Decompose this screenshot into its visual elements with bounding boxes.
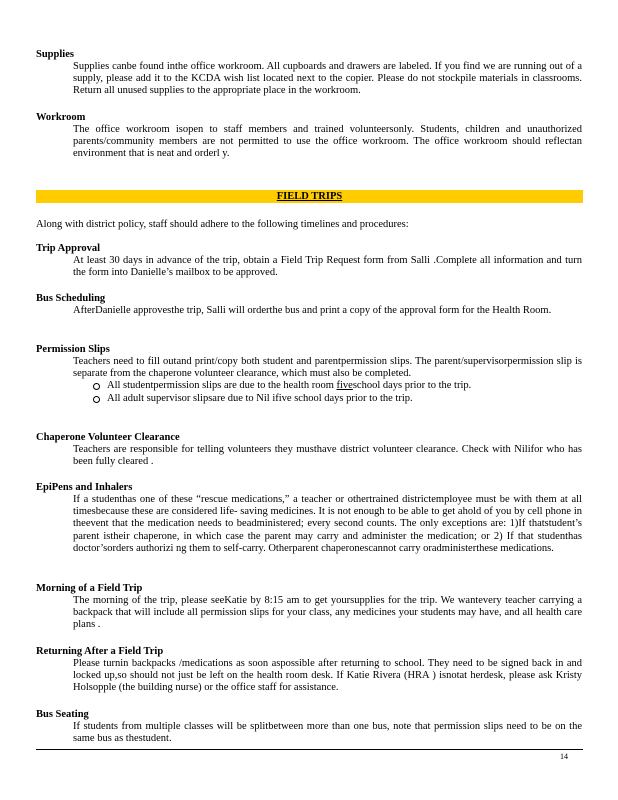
returning-heading: Returning After a Field Trip bbox=[36, 646, 164, 657]
permission-slips-body: Teachers need to fill outand print/copy both student and parentpermission slips. The parent/supervisorpermission slip is separate from the chaperone volunteer clearance, which must also be completed. bbox=[73, 356, 582, 380]
morning-body: The morning of the trip, please seeKatie by 8:15 am to get yoursupplies for the trip. We wantevery teacher carrying a backpack that will include all permission slips for your class, any medicines your students may have, and all health care plans . bbox=[73, 595, 582, 631]
bus-scheduling-heading: Bus Scheduling bbox=[36, 293, 106, 304]
chaperone-body: Teachers are responsible for telling volunteers they musthave district volunteer clearance. Check with Nilifor who has been fully cleared . bbox=[73, 444, 582, 468]
epipens-heading: EpiPens and Inhalers bbox=[36, 482, 133, 493]
trip-approval-section bbox=[36, 242, 582, 279]
list-item bbox=[93, 393, 582, 405]
field-trips-intro: Along with district policy, staff should adhere to the following timelines and procedures: bbox=[36, 219, 409, 230]
bus-seating-section bbox=[36, 708, 582, 745]
field-trips-title: FIELD TRIPS bbox=[276, 191, 343, 202]
list-item bbox=[93, 380, 582, 392]
workroom-section bbox=[36, 111, 582, 161]
epipens-body: If a studenthas one of these “rescue medications,” a teacher or othertrained districtemployee must be with them at all timesbecause these are considered life- saving medicines. It is not enough to be able to get ahold of you by cell phone in theevent that the medication needs to beadministered; every second counts. The only exceptions are: 1)If thatstudent’s parent istheir chaperone, in which case the parent may carry and administer the medication; or 2) If that studenthas doctor’sorders authorizi ng them to self-carry. Otherparent chaperonescannot carry oradministerthese medications. bbox=[73, 494, 582, 554]
permission-slips-section bbox=[36, 343, 582, 405]
page-number: 14 bbox=[560, 752, 568, 761]
bullet-1-underlined: five bbox=[336, 380, 353, 392]
workroom-body: The office workroom isopen to staff members and trained volunteersonly. Students, children and unauthorized parents/community members are not permitted to use the office workroom. The office workroom should reflectan environment that is neat and orderl y. bbox=[73, 124, 582, 160]
morning-heading: Morning of a Field Trip bbox=[36, 583, 143, 594]
field-trips-banner bbox=[36, 190, 583, 203]
bullet-1-after: school days prior to the trip. bbox=[352, 380, 472, 392]
bus-seating-body: If students from multiple classes will be splitbetween more than one bus, note that permission slips need to be on the same bus as thestudent. bbox=[73, 721, 582, 745]
bullet-1-before: All studentpermission slips are due to the health room bbox=[107, 380, 337, 392]
supplies-section bbox=[36, 48, 582, 98]
supplies-heading: Supplies bbox=[36, 49, 74, 60]
chaperone-heading: Chaperone Volunteer Clearance bbox=[36, 432, 180, 443]
trip-approval-heading: Trip Approval bbox=[36, 243, 101, 254]
bus-scheduling-body: AfterDanielle approvesthe trip, Salli will orderthe bus and print a copy of the approval form for the Health Room. bbox=[73, 305, 552, 316]
bullet-2: All adult supervisor slipsare due to Nil ifive school days prior to the trip. bbox=[107, 392, 413, 404]
epipens-section bbox=[36, 481, 582, 555]
returning-section bbox=[36, 645, 582, 695]
permission-slips-heading: Permission Slips bbox=[36, 344, 110, 355]
footer-divider bbox=[36, 749, 583, 750]
chaperone-section bbox=[36, 431, 582, 468]
morning-section bbox=[36, 582, 582, 632]
supplies-body: Supplies canbe found inthe office workroom. All cupboards and drawers are labeled. If you find we are running out of a supply, please add it to the KCDA wish list located next to the copier. Please do not stockpile materials in classrooms. Return all unused supplies to the appropriate place in the workroom. bbox=[73, 61, 582, 97]
trip-approval-body: At least 30 days in advance of the trip, obtain a Field Trip Request form from Salli .Complete all information and turn the form into Danielle’s mailbox to be approved. bbox=[73, 255, 582, 279]
workroom-heading: Workroom bbox=[36, 112, 86, 123]
bus-seating-heading: Bus Seating bbox=[36, 709, 89, 720]
bus-scheduling-section bbox=[36, 292, 582, 317]
returning-body: Please turnin backpacks /medications as soon aspossible after returning to school. They need to be signed back in and locked up,so should not just be left on the health room desk. If Katie Rivera (HRA ) isnotat herdesk, please ask Kristy Holsopple (the building nurse) or the office staff for assistance. bbox=[73, 658, 582, 694]
permission-slips-bullets bbox=[73, 380, 582, 404]
